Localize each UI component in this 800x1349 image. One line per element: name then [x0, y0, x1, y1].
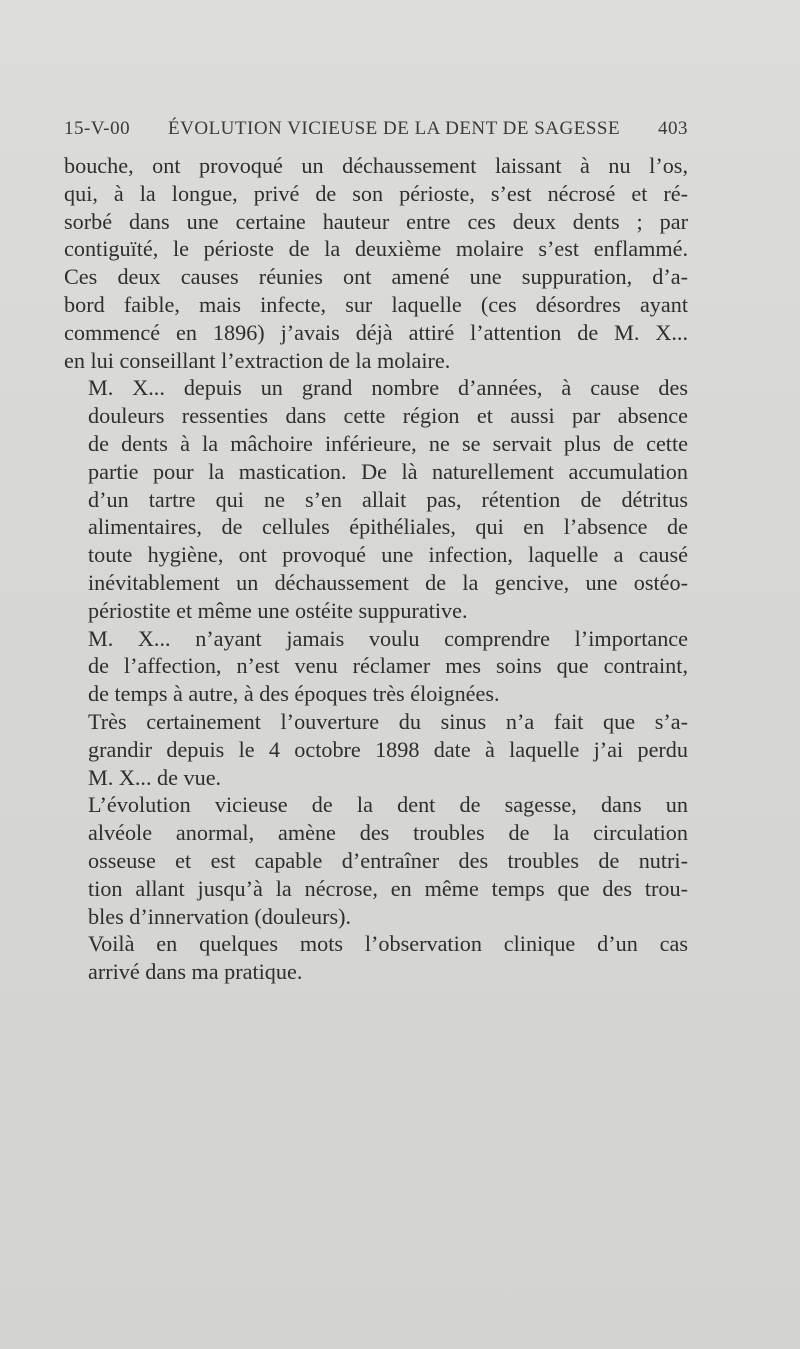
text-line: partie pour la mastication. De là naturellement accumulation	[88, 458, 688, 484]
text-line: Très certainement l’ouverture du sinus n’a fait que s’a-	[88, 708, 688, 734]
text-line: M. X... n’ayant jamais voulu comprendre l’importance	[88, 625, 688, 651]
text-line: Voilà en quelques mots l’observation clinique d’un cas	[88, 931, 688, 957]
text-line: contiguïté, le périoste de la deuxième molaire s’est enflammé.	[64, 236, 688, 262]
paragraph	[64, 625, 688, 708]
header-title: ÉVOLUTION VICIEUSE DE LA DENT DE SAGESSE	[168, 118, 621, 139]
text-line: périostite et même une ostéite suppurative.	[88, 597, 468, 623]
text-line: L’évolution vicieuse de la dent de sagesse, dans un	[88, 792, 688, 818]
text-line: M. X... depuis un grand nombre d’années, à cause des	[88, 375, 688, 401]
text-line: osseuse et est capable d’entraîner des troubles de nutri-	[88, 847, 688, 873]
text-line: d’un tartre qui ne s’en allait pas, rétention de détritus	[88, 486, 688, 512]
text-line: tion allant jusqu’à la nécrose, en même temps que des trou-	[88, 875, 688, 901]
paragraph	[64, 152, 688, 374]
paragraph	[64, 374, 688, 624]
header-date: 15-V-00	[64, 118, 131, 139]
text-line: bles d’innervation (douleurs).	[88, 903, 352, 929]
text-line: grandir depuis le 4 octobre 1898 date à laquelle j’ai perdu	[88, 736, 688, 762]
text-line: de l’affection, n’est venu réclamer mes soins que contraint,	[88, 653, 688, 679]
text-line: bouche, ont provoqué un déchaussement laissant à nu l’os,	[64, 153, 688, 178]
paragraph	[64, 930, 688, 986]
text-line: M. X... de vue.	[88, 764, 222, 790]
text-line: douleurs ressenties dans cette région et aussi par absence	[88, 403, 688, 429]
text-line: bord faible, mais infecte, sur laquelle (ces désordres ayant	[64, 291, 688, 317]
text-line: Ces deux causes réunies ont amené une suppuration, d’a-	[64, 264, 688, 290]
page-number: 403	[657, 118, 688, 139]
text-line: en lui conseillant l’extraction de la molaire.	[64, 347, 451, 373]
body-text	[64, 152, 688, 986]
text-line: de temps à autre, à des époques très éloignées.	[88, 681, 500, 707]
text-line: qui, à la longue, privé de son périoste, s’est nécrosé et ré-	[64, 180, 688, 206]
text-line: toute hygiène, ont provoqué une infection, laquelle a causé	[88, 542, 688, 568]
text-line: alimentaires, de cellules épithéliales, qui en l’absence de	[88, 514, 688, 540]
paragraph	[64, 708, 688, 791]
text-line: alvéole anormal, amène des troubles de la circulation	[88, 820, 688, 846]
paragraph	[64, 791, 688, 930]
text-line: inévitablement un déchaussement de la gencive, une ostéo-	[88, 569, 688, 595]
text-line: de dents à la mâchoire inférieure, ne se servait plus de cette	[88, 430, 688, 456]
text-line: arrivé dans ma pratique.	[88, 959, 303, 985]
text-line: sorbé dans une certaine hauteur entre ces deux dents ; par	[64, 208, 688, 234]
running-header	[64, 118, 688, 140]
text-line: commencé en 1896) j’avais déjà attiré l’attention de M. X...	[64, 319, 688, 345]
